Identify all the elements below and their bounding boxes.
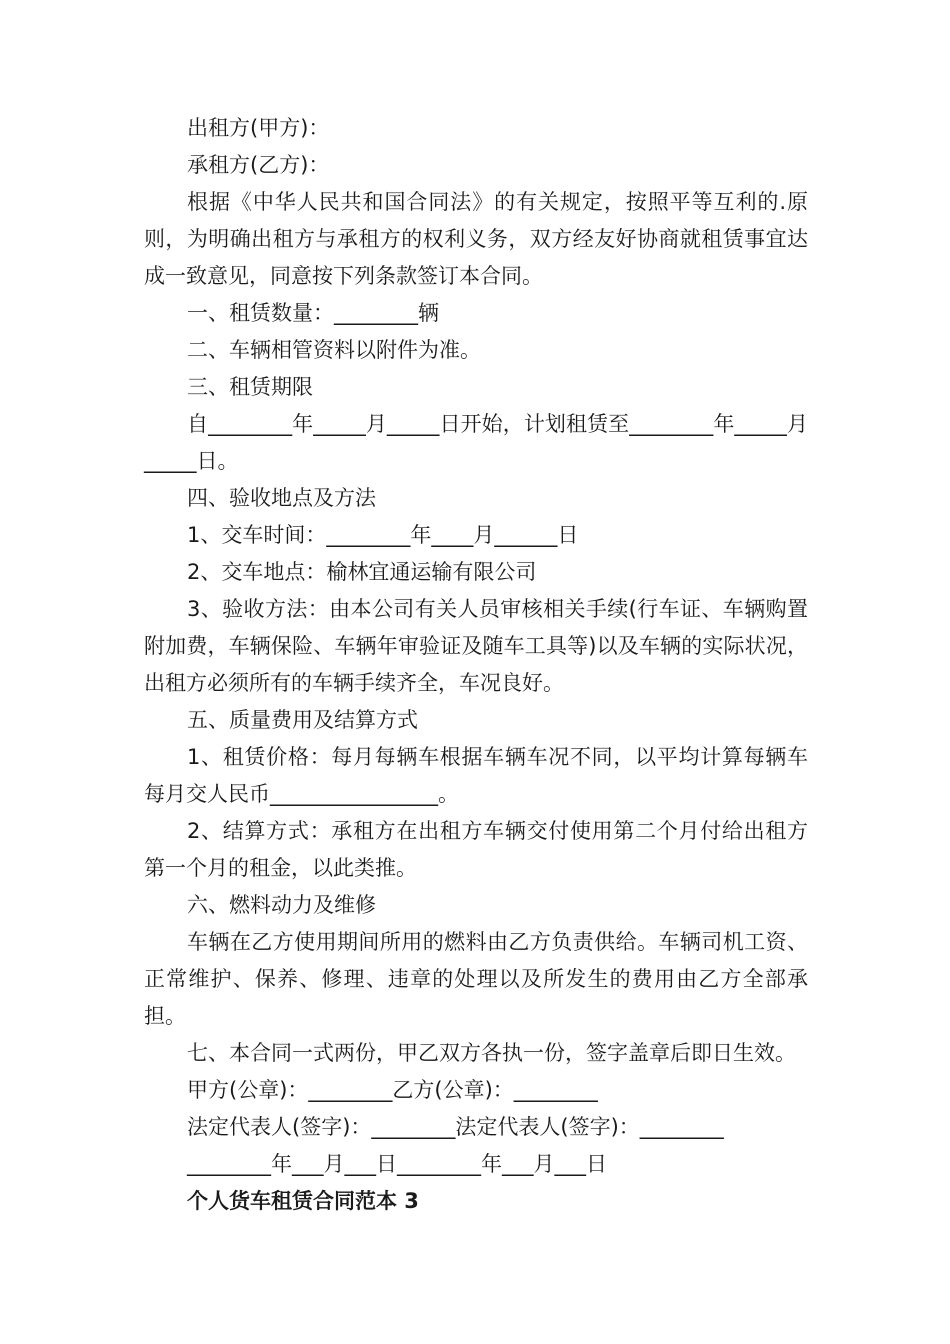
delivery-time-line: 1、交车时间：________年____月______日 — [187, 523, 579, 547]
acceptance-method-paragraph: 3、验收方法：由本公司有关人员审核相关手续(行车证、车辆购置附加费，车辆保险、车辆年审验证及随车工具等)以及车辆的实际状况，出租方必须所有的车辆手续齐全，车况良好。 — [144, 597, 808, 695]
clause-1-quantity: 一、租赁数量：________辆 — [187, 301, 439, 325]
next-section-title: 个人货车租赁合同范本 3 — [187, 1189, 419, 1213]
clause-7-effectiveness: 七、本合同一式两份，甲乙双方各执一份，签字盖章后即日生效。 — [187, 1041, 796, 1065]
lease-period-paragraph: 自________年_____月_____日开始，计划租赁至________年_____月_____日。 — [144, 412, 808, 473]
seal-line: 甲方(公章)：________乙方(公章)：________ — [187, 1078, 598, 1102]
clause-3-heading: 三、租赁期限 — [187, 375, 313, 399]
rental-price-paragraph: 1、租赁价格：每月每辆车根据车辆车况不同，以平均计算每辆车每月交人民币________________。 — [144, 745, 808, 806]
fuel-maintenance-paragraph: 车辆在乙方使用期间所用的燃料由乙方负责供给。车辆司机工资、正常维护、保养、修理、违章的处理以及所发生的费用由乙方全部承担。 — [144, 930, 808, 1028]
clause-5-heading: 五、质量费用及结算方式 — [187, 708, 418, 732]
clause-4-heading: 四、验收地点及方法 — [187, 486, 376, 510]
representative-signature-line: 法定代表人(签字)：________法定代表人(签字)：________ — [187, 1115, 724, 1139]
lessor-line: 出租方(甲方)： — [187, 116, 330, 140]
clause-2-documents: 二、车辆相管资料以附件为准。 — [187, 338, 481, 362]
lessee-line: 承租方(乙方)： — [187, 153, 330, 177]
delivery-place-line: 2、交车地点：榆林宜通运输有限公司 — [187, 560, 537, 584]
contract-body — [144, 110, 808, 1220]
clause-6-heading: 六、燃料动力及维修 — [187, 893, 376, 917]
settlement-paragraph: 2、结算方式：承租方在出租方车辆交付使用第二个月付给出租方第一个月的租金，以此类推。 — [144, 819, 808, 880]
date-line: ________年___月___日________年___月___日 — [187, 1152, 607, 1176]
preamble-paragraph: 根据《中华人民共和国合同法》的有关规定，按照平等互利的.原则，为明确出租方与承租方的权利义务，双方经友好协商就租赁事宜达成一致意见，同意按下列条款签订本合同。 — [144, 190, 808, 288]
